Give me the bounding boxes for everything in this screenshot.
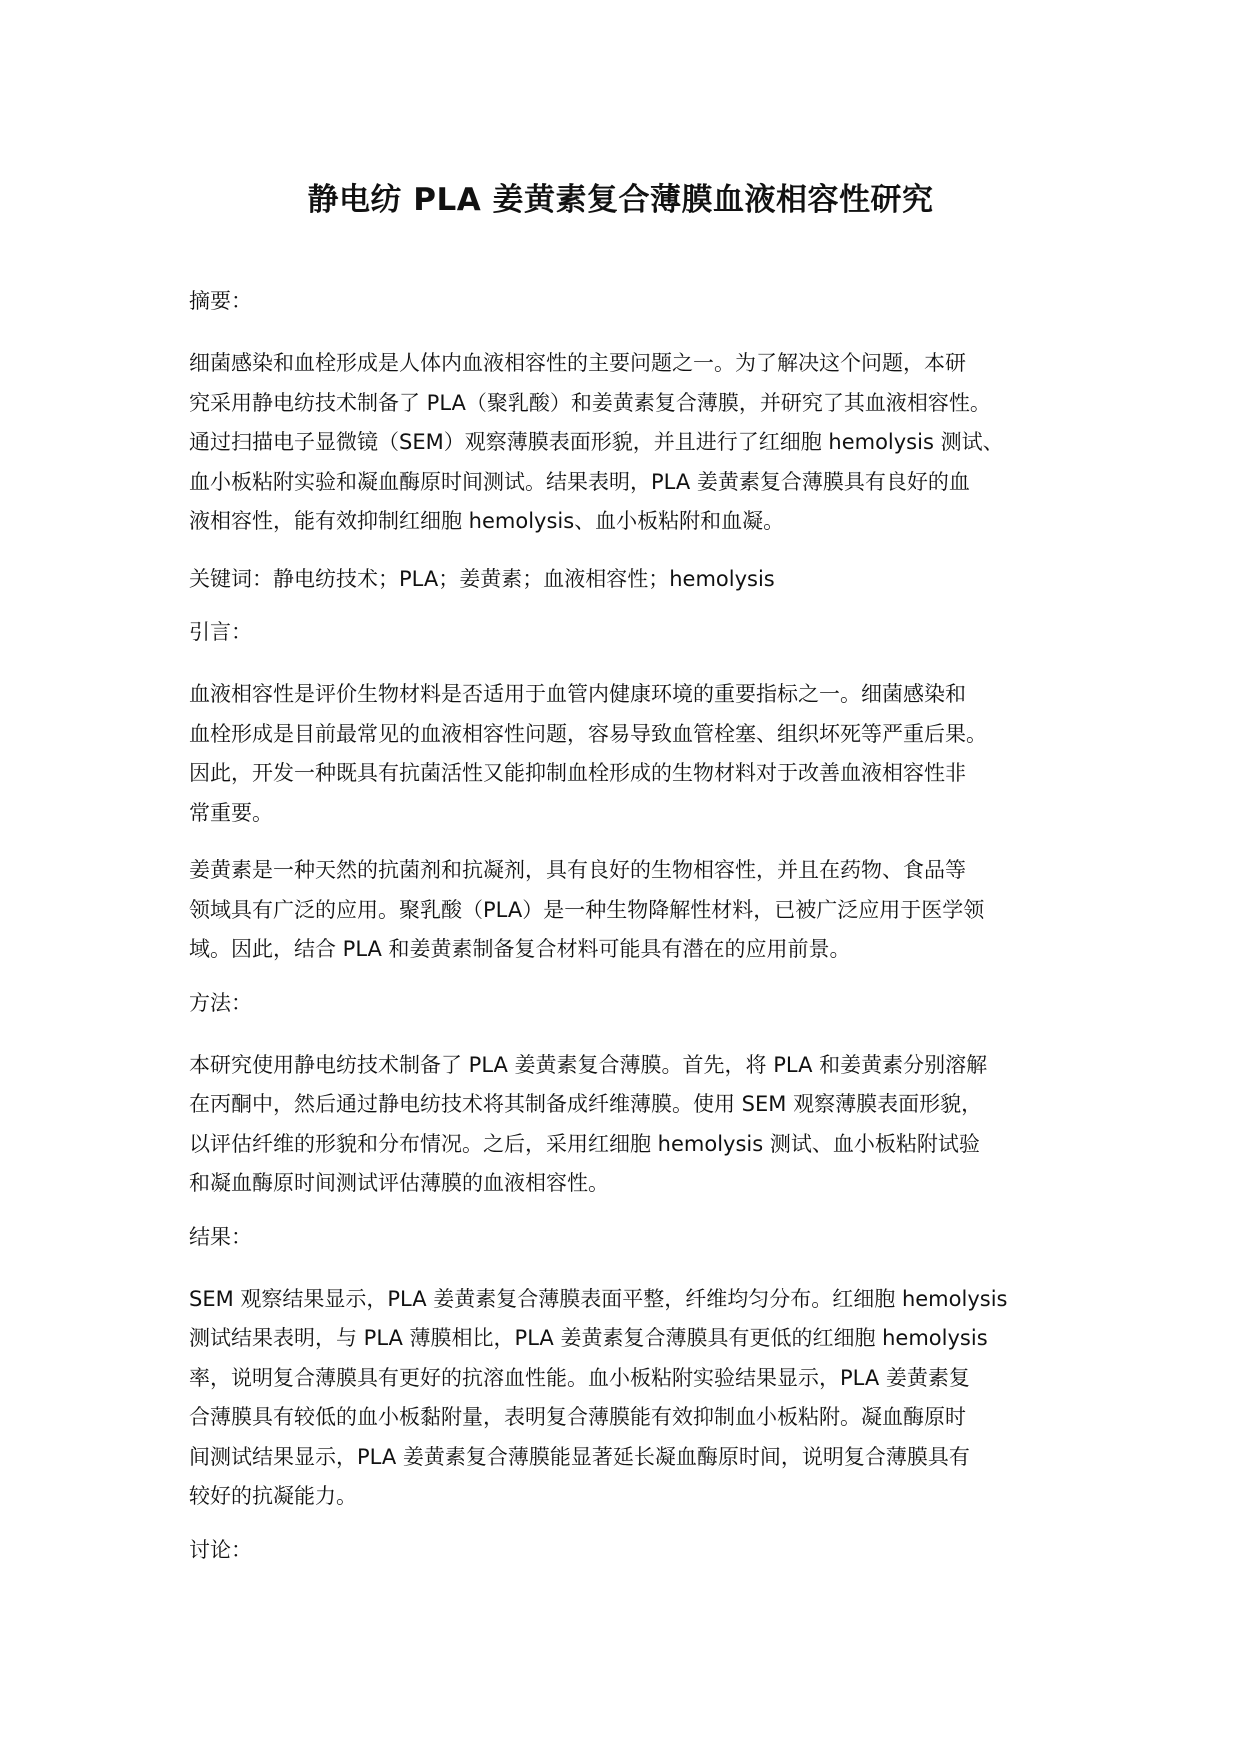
text-line: 通过扫描电子显微镜（SEM）观察薄膜表面形貌，并且进行了红细胞 hemolysis 测试、 — [189, 430, 1004, 454]
paragraph — [189, 1046, 1069, 1204]
text-line: 和凝血酶原时间测试评估薄膜的血液相容性。 — [189, 1171, 609, 1195]
text-line: 领域具有广泛的应用。聚乳酸（PLA）是一种生物降解性材料，已被广泛应用于医学领 — [189, 897, 985, 922]
document-title: 静电纺 PLA 姜黄素复合薄膜血液相容性研究 — [307, 182, 934, 218]
text-line: 以评估纤维的形貌和分布情况。之后，采用红细胞 hemolysis 测试、血小板粘附试验 — [189, 1131, 980, 1156]
text-line: 域。因此，结合 PLA 和姜黄素制备复合材料可能具有潜在的应用前景。 — [189, 937, 851, 961]
paragraph — [189, 1280, 1069, 1517]
paragraph — [189, 851, 1069, 970]
text-line: 血栓形成是目前最常见的血液相容性问题，容易导致血管栓塞、组织坏死等严重后果。 — [189, 721, 987, 746]
text-line: 血小板粘附实验和凝血酶原时间测试。结果表明，PLA 姜黄素复合薄膜具有良好的血 — [189, 469, 970, 494]
section-heading: 摘要： — [189, 289, 252, 313]
text-line: 姜黄素是一种天然的抗菌剂和抗凝剂，具有良好的生物相容性，并且在药物、食品等 — [189, 858, 966, 882]
section-heading: 讨论： — [189, 1537, 252, 1562]
text-line: 究采用静电纺技术制备了 PLA（聚乳酸）和姜黄素复合薄膜，并研究了其血液相容性。 — [189, 390, 991, 415]
text-line: 本研究使用静电纺技术制备了 PLA 姜黄素复合薄膜。首先，将 PLA 和姜黄素分别溶解 — [189, 1052, 988, 1077]
text-line: 细菌感染和血栓形成是人体内血液相容性的主要问题之一。为了解决这个问题，本研 — [189, 351, 966, 375]
text-line: 液相容性，能有效抑制红细胞 hemolysis、血小板粘附和血凝。 — [189, 509, 785, 533]
text-line: 较好的抗凝能力。 — [189, 1484, 357, 1508]
document-body — [189, 286, 1069, 1593]
text-line: 率，说明复合薄膜具有更好的抗溶血性能。血小板粘附实验结果显示，PLA 姜黄素复 — [189, 1365, 970, 1390]
section-heading: 方法： — [189, 990, 252, 1015]
text-line: 在丙酮中，然后通过静电纺技术将其制备成纤维薄膜。使用 SEM 观察薄膜表面形貌， — [189, 1092, 983, 1116]
section-heading: 结果： — [189, 1224, 252, 1249]
text-line: 测试结果表明，与 PLA 薄膜相比，PLA 姜黄素复合薄膜具有更低的红细胞 hemolysis — [189, 1326, 988, 1350]
text-line: 关键词：静电纺技术；PLA；姜黄素；血液相容性；hemolysis — [189, 566, 775, 591]
paragraph — [189, 344, 1069, 542]
text-line: 因此，开发一种既具有抗菌活性又能抑制血栓形成的生物材料对于改善血液相容性非 — [189, 761, 966, 785]
text-line: 血液相容性是评价生物材料是否适用于血管内健康环境的重要指标之一。细菌感染和 — [189, 682, 966, 706]
text-line: 常重要。 — [189, 800, 273, 825]
text-line: 合薄膜具有较低的血小板黏附量，表明复合薄膜能有效抑制血小板粘附。凝血酶原时 — [189, 1405, 966, 1429]
text-line: SEM 观察结果显示，PLA 姜黄素复合薄膜表面平整，纤维均匀分布。红细胞 hemolysis — [189, 1286, 1008, 1311]
paragraph — [189, 675, 1069, 833]
paragraph — [189, 560, 1069, 600]
text-line: 间测试结果显示，PLA 姜黄素复合薄膜能显著延长凝血酶原时间，说明复合薄膜具有 — [189, 1444, 970, 1469]
section-heading: 引言： — [189, 620, 252, 644]
